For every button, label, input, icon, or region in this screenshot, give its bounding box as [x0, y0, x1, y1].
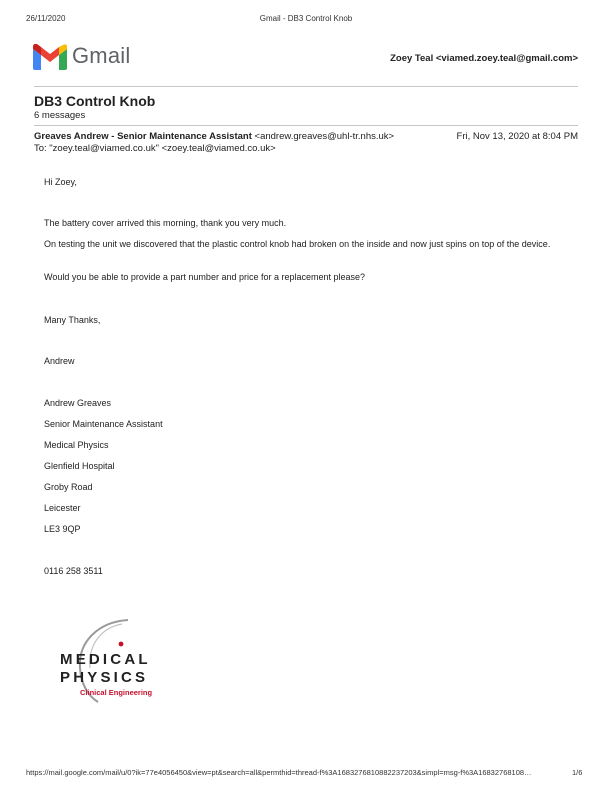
- gmail-wordmark: Gmail: [72, 43, 131, 68]
- svg-text:Clinical Engineering: Clinical Engineering: [80, 688, 153, 697]
- phone-number: 0116 258 3511: [44, 566, 103, 576]
- divider: [34, 86, 578, 87]
- message-count: 6 messages: [34, 110, 86, 121]
- signature-line: Medical Physics: [44, 440, 109, 450]
- signature-line: Senior Maintenance Assistant: [44, 419, 163, 429]
- sender-name: Greaves Andrew - Senior Maintenance Assistant: [34, 131, 252, 142]
- signature-line: Groby Road: [44, 482, 93, 492]
- recipient: To: "zoey.teal@viamed.co.uk" <zoey.teal@viamed.co.uk>: [34, 143, 276, 154]
- svg-text:PHYSICS: PHYSICS: [60, 669, 149, 686]
- medical-physics-logo: [58, 618, 178, 704]
- divider: [34, 125, 578, 126]
- body-paragraph: Would you be able to provide a part number and price for a replacement please?: [44, 272, 366, 282]
- signature-line: Glenfield Hospital: [44, 461, 115, 471]
- signature-line: Leicester: [44, 503, 81, 513]
- signature-line: Andrew Greaves: [44, 398, 112, 408]
- closing: Many Thanks,: [44, 315, 101, 325]
- print-title: Gmail - DB3 Control Knob: [259, 14, 353, 23]
- signature-line: LE3 9QP: [44, 524, 81, 534]
- print-date: 26/11/2020: [26, 14, 66, 23]
- gmail-logo-icon: [33, 44, 67, 70]
- body-paragraph: On testing the unit we discovered that the plastic control knob had broken on the inside and now just spins on top of the device.: [44, 239, 551, 249]
- svg-text:MEDICAL: MEDICAL: [60, 651, 151, 668]
- signoff: Andrew: [44, 356, 75, 366]
- sender-email: <andrew.greaves@uhl-tr.nhs.uk>: [254, 131, 395, 142]
- account-label: Zoey Teal <viamed.zoey.teal@gmail.com>: [390, 53, 578, 64]
- page-number: 1/6: [572, 768, 583, 777]
- print-url: https://mail.google.com/mail/u/0?ik=77e4056450&view=pt&search=all&permthid=thread-f%3A1683276810882237203&simpl=msg-f%3A16832768108…: [26, 768, 532, 777]
- message-date: Fri, Nov 13, 2020 at 8:04 PM: [456, 131, 578, 142]
- greeting: Hi Zoey,: [44, 177, 77, 187]
- body-paragraph: The battery cover arrived this morning, thank you very much.: [44, 218, 287, 228]
- thread-subject: DB3 Control Knob: [34, 93, 156, 109]
- sender: [34, 131, 394, 142]
